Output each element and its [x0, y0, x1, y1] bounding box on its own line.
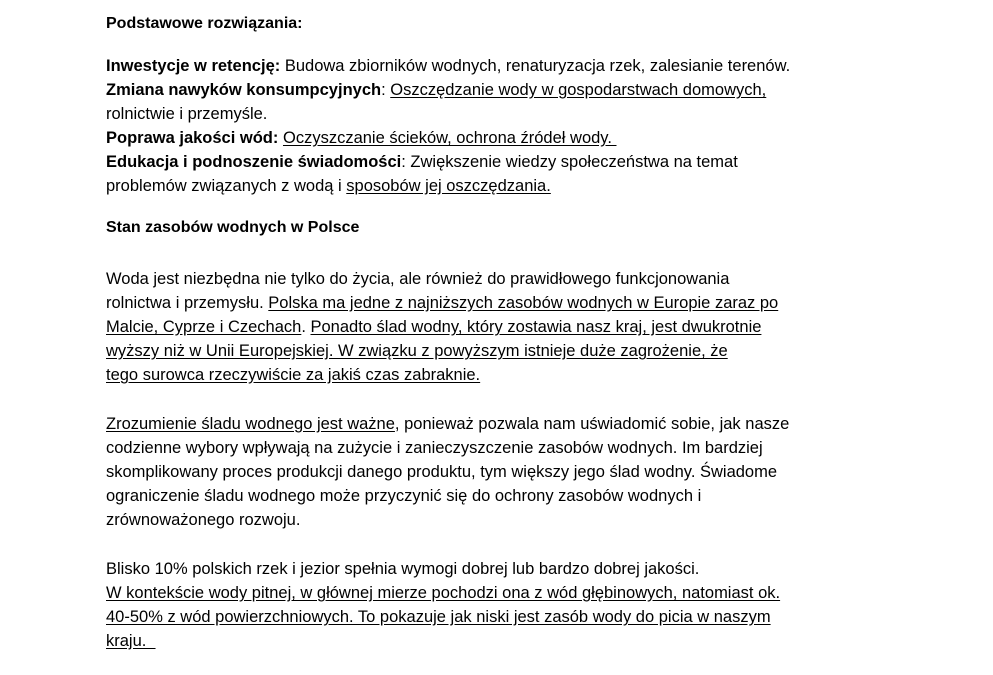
- footprint-line-1: [106, 412, 873, 436]
- footprint-line-5: zrównoważonego rozwoju.: [106, 511, 301, 529]
- solutions-list: [106, 54, 873, 198]
- solution-quality: [106, 126, 873, 150]
- quality-label: Poprawa jakości wód:: [106, 129, 279, 147]
- heading-basic-solutions: Podstawowe rozwiązania:: [106, 15, 303, 32]
- footprint-link[interactable]: Zrozumienie śladu wodnego jest ważne: [106, 415, 395, 433]
- rivers-link-drinking-water[interactable]: W kontekście wody pitnej, w głównej mierze pochodzi ona z wód głębinowych, natomiast ok.: [106, 584, 781, 602]
- heading-water-resources: Stan zasobów wodnych w Polsce: [106, 219, 360, 236]
- education-cont-text: problemów związanych z wodą i: [106, 177, 347, 195]
- footprint-line-1-text: , ponieważ pozwala nam uświadomić sobie, jak nasze: [394, 415, 790, 433]
- rivers-link-surface-water[interactable]: 40-50% z wód powierzchniowych. To pokazuje jak niski jest zasób wody do picia w naszym: [106, 608, 771, 626]
- footprint-line-2: codzienne wybory wpływają na zużycie i zanieczyszczenie zasobów wodnych. Im bardziej: [106, 439, 763, 457]
- intro-link-eu[interactable]: wyższy niż w Unii Europejskiej. W związku z powyższym istnieje duże zagrożenie, że: [106, 342, 728, 360]
- retention-label: Inwestycje w retencję:: [106, 57, 281, 75]
- habits-link[interactable]: Oszczędzanie wody w gospodarstwach domowych,: [390, 81, 767, 99]
- footprint-line-4: ograniczenie śladu wodnego może przyczynić się do ochrony zasobów wodnych i: [106, 487, 702, 505]
- footprint-line-3: skomplikowany proces produkcji danego produktu, tym większy jego ślad wodny. Świadome: [106, 463, 778, 481]
- paragraph-rivers-quality: [106, 557, 873, 653]
- intro-link-shortage[interactable]: tego surowca rzeczywiście za jakiś czas zabraknie.: [106, 366, 481, 384]
- retention-text: Budowa zbiorników wodnych, renaturyzacja rzek, zalesianie terenów.: [280, 57, 791, 75]
- intro-line-1: Woda jest niezbędna nie tylko do życia, ale również do prawidłowego funkcjonowania: [106, 270, 730, 288]
- education-continuation: [106, 174, 873, 198]
- education-text: : Zwiększenie wiedzy społeczeństwa na temat: [401, 153, 738, 171]
- habits-label: Zmiana nawyków konsumpcyjnych: [106, 81, 382, 99]
- intro-line-3: [106, 315, 873, 339]
- intro-link-countries[interactable]: Malcie, Cyprze i Czechach: [106, 318, 302, 336]
- education-label: Edukacja i podnoszenie świadomości: [106, 153, 402, 171]
- education-link[interactable]: sposobów jej oszczędzania.: [346, 177, 551, 195]
- habits-sep: :: [381, 81, 391, 99]
- quality-link[interactable]: Oczyszczanie ścieków, ochrona źródeł wody.: [282, 129, 617, 147]
- intro-line-2-text: rolnictwa i przemysłu.: [106, 294, 269, 312]
- solution-retention: [106, 54, 873, 78]
- rivers-link-country[interactable]: kraju.: [106, 632, 156, 650]
- solution-habits: [106, 78, 873, 102]
- intro-link-footprint[interactable]: Ponadto ślad wodny, który zostawia nasz kraj, jest dwukrotnie: [310, 318, 762, 336]
- intro-link-lowest-resources[interactable]: Polska ma jedne z najniższych zasobów wodnych w Europie zaraz po: [268, 294, 779, 312]
- paragraph-water-intro: [106, 267, 873, 387]
- intro-line-2: [106, 291, 873, 315]
- rivers-line-4: [106, 629, 873, 653]
- intro-line-3-sep: .: [301, 318, 311, 336]
- paragraph-water-footprint: [106, 412, 873, 532]
- habits-continuation: rolnictwie i przemyśle.: [106, 105, 268, 123]
- solution-education: [106, 150, 873, 174]
- rivers-line-1: Blisko 10% polskich rzek i jezior spełnia wymogi dobrej lub bardzo dobrej jakości.: [106, 560, 700, 578]
